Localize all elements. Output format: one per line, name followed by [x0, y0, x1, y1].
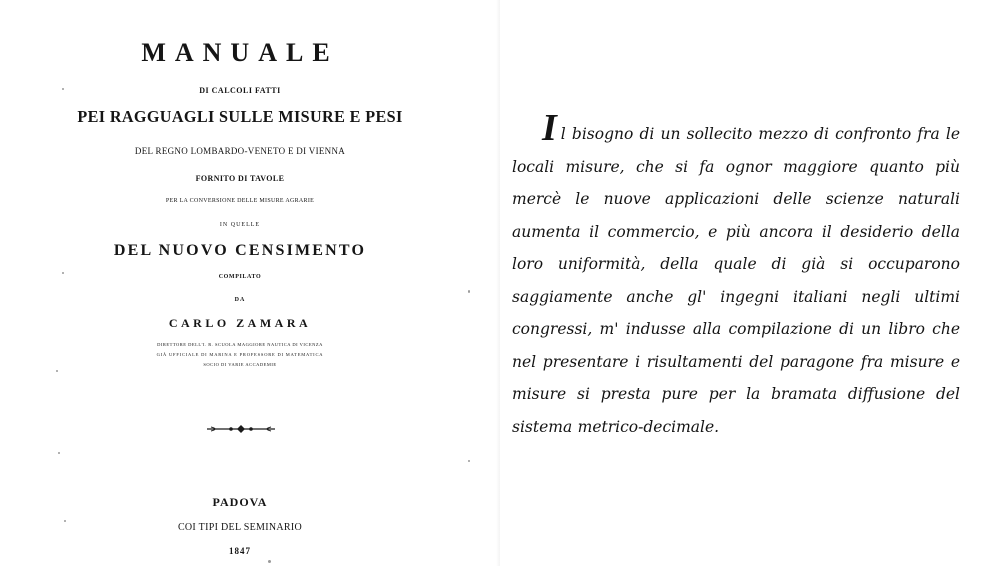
drop-initial: I [542, 107, 557, 149]
preface-text: l bisogno di un sollecito mezzo di confronto fra le locali misure, che si fa ognor maggiore quanto più mercè le nuove applicazioni delle scienze naturali aumenta il commercio, e più ancora il desiderio della loro uniformità, della quale di già si occuparono saggiamente anche gl' ingegni italiani negli ultimi congressi, m' indusse alla compilazione di un libro che nel presentare i risultamenti del paragone fra misure e misure si presta pure per la bramata diffusione del sistema metrico-decimale. [512, 125, 960, 436]
subtitle-regno: DEL REGNO LOMBARDO-VENETO E DI VIENNA [134, 146, 346, 156]
paper-speck [56, 370, 58, 372]
author-title-line: GIÀ UFFICIALE DI MARINA E PROFESSORE DI MATEMATICA [156, 352, 324, 357]
preface-paragraph [512, 107, 960, 443]
subtitle-in-quelle: IN QUELLE [219, 222, 261, 228]
subtitle-fornito: FORNITO DI TAVOLE [195, 174, 285, 183]
ornament-rule-icon [205, 421, 277, 437]
paper-speck [468, 290, 470, 293]
author-title-line: SOCIO DI VARIE ACCADEMIE [203, 362, 277, 367]
paper-speck [62, 272, 64, 274]
compilato-label: COMPILATO [218, 274, 262, 280]
title-page [0, 0, 500, 566]
author-title-line: DIRETTORE DELL'I. R. SCUOLA MAGGIORE NAUTICA DI VICENZA [157, 342, 323, 347]
book-title: MANUALE [141, 38, 339, 67]
imprint-year: 1847 [229, 546, 251, 556]
subtitle-conversione: PER LA CONVERSIONE DELLE MISURE AGRARIE [165, 198, 315, 204]
paper-speck [58, 452, 60, 454]
subtitle-misure-e-pesi: PEI RAGGUAGLI SULLE MISURE E PESI [77, 107, 403, 126]
subtitle-di-calcoli: DI CALCOLI FATTI [199, 86, 281, 95]
paper-speck [468, 460, 470, 462]
paper-speck [268, 560, 271, 563]
da-label: DA [234, 297, 246, 303]
paper-speck [62, 88, 64, 90]
paper-speck [64, 520, 66, 522]
author-name: CARLO ZAMARA [168, 316, 312, 330]
imprint-city: PADOVA [212, 495, 268, 509]
subtitle-censimento: DEL NUOVO CENSIMENTO [113, 242, 367, 259]
imprint-printer: COI TIPI DEL SEMINARIO [177, 522, 303, 533]
